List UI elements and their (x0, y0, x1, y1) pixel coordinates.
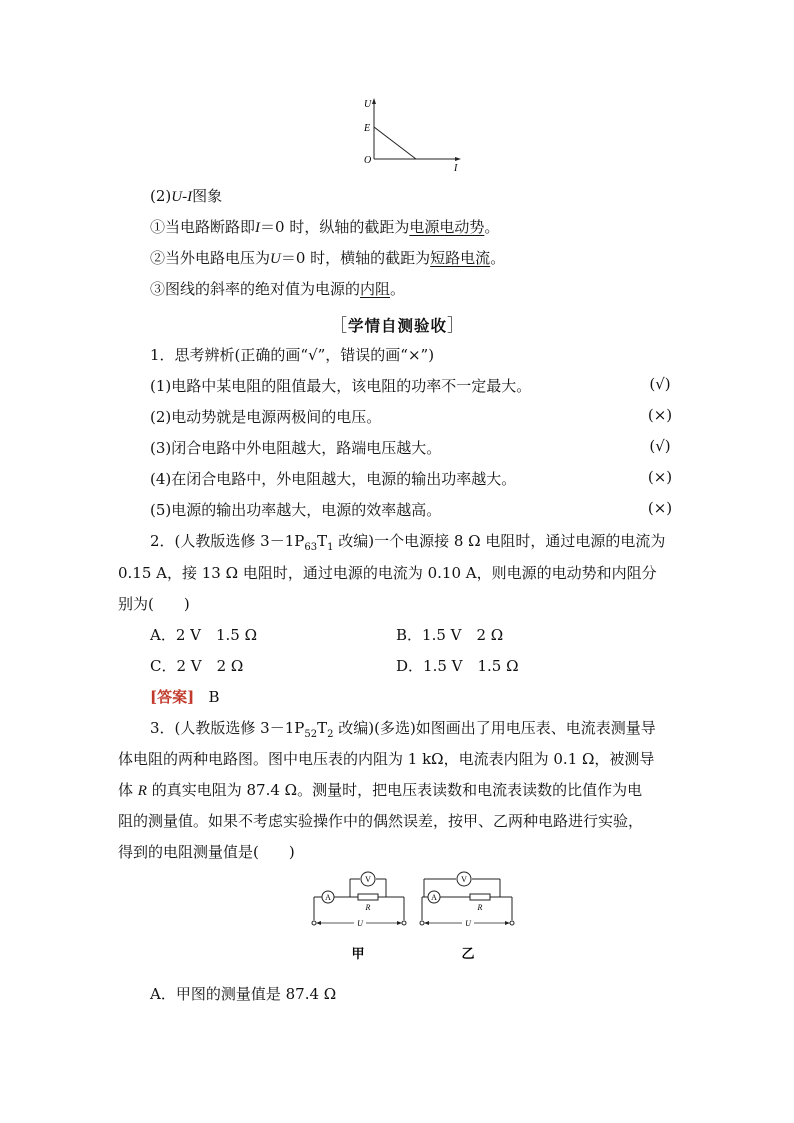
e-intercept-label: E (364, 123, 371, 134)
q2-option-b: B．1.5 V 2 Ω (396, 626, 504, 644)
terminal-icon (420, 921, 424, 925)
var-i: I (255, 220, 261, 236)
terminal-icon (510, 921, 514, 925)
q1-item-3: (3)闭合电路中外电阻越大，路端电压越大。 (150, 439, 442, 457)
bracket-close: ］ (447, 316, 466, 336)
origin-label: O (364, 155, 372, 166)
underlined-term: 电源电动势 (409, 218, 485, 236)
circuit-right (420, 872, 514, 962)
u-i-line (374, 127, 416, 159)
text: 体 (118, 781, 138, 799)
underlined-term: 内阻 (360, 280, 391, 298)
q1-item-2: (2)电动势就是电源两极间的电压。 (150, 408, 382, 426)
ui-point-1 (150, 216, 499, 237)
section-title-text: 学情自测验收 (348, 316, 448, 335)
ui-heading-suffix: 图象 (192, 187, 223, 205)
text: 。 (390, 280, 406, 298)
q1-mark-3: (√) (649, 437, 671, 455)
q3-line-5: 得到的电阻测量值是( ) (118, 843, 295, 861)
text: 2．(人教版选修 3－1P (150, 532, 305, 550)
q1-mark-4: (×) (647, 468, 673, 486)
i-axis-arrow (455, 157, 461, 161)
ui-point-3 (150, 278, 405, 299)
voltmeter-label: V (461, 875, 467, 884)
subscript: 52 (304, 729, 318, 740)
text: 的真实电阻为 87.4 Ω。测量时，把电压表读数和电流表读数的比值作为电 (146, 781, 643, 799)
q3-line-3 (118, 779, 642, 800)
text: 改编)一个电源接 8 Ω 电阻时，通过电源的电流为 (333, 532, 666, 550)
ui-heading (150, 185, 222, 206)
q3-line-4: 阻的测量值。如果不考虑实验操作中的偶然误差，按甲、乙两种电路进行实验， (118, 812, 644, 830)
text: ②当外电路电压为 (150, 249, 271, 267)
voltage-label: U (465, 919, 471, 928)
bracket-open: ［ (330, 316, 348, 336)
u-axis-arrow (372, 98, 376, 104)
i-axis-label: I (454, 163, 458, 174)
underlined-term: 短路电流 (430, 249, 491, 267)
q1-item-4: (4)在闭合电路中，外电阻越大，电源的输出功率越大。 (150, 470, 517, 488)
text: T (317, 719, 328, 737)
answer-value: B (208, 688, 220, 706)
circuit-caption-yi: 乙 (461, 947, 475, 962)
q2-line-1 (150, 530, 665, 553)
subscript: 63 (304, 542, 318, 553)
q1-mark-2: (×) (647, 406, 673, 424)
resistor-icon (358, 894, 378, 900)
var-r: R (137, 783, 147, 799)
ui-heading-prefix: (2) (150, 187, 172, 205)
q2-option-d: D．1.5 V 1.5 Ω (396, 657, 519, 675)
text: ＝0 时，纵轴的截距为 (260, 218, 410, 236)
subscript: 1 (327, 542, 334, 553)
circuit-left (312, 872, 406, 962)
q1-mark-5: (×) (647, 499, 673, 517)
u-i-graph (362, 95, 467, 175)
q1-mark-1: (√) (649, 375, 671, 393)
text: 。 (484, 218, 500, 236)
section-title (330, 311, 465, 336)
terminal-icon (312, 921, 316, 925)
q2-option-c: C．2 V 2 Ω (150, 657, 244, 675)
circuit-caption-jia: 甲 (351, 947, 365, 962)
text: ＝0 时，横轴的截距为 (280, 249, 431, 267)
circuit-diagrams (310, 868, 530, 966)
u-axis-label: U (364, 99, 372, 110)
resistor-label: R (365, 903, 371, 912)
text: ③图线的斜率的绝对值为电源的 (150, 280, 361, 298)
resistor-icon (470, 894, 490, 900)
text: 3．(人教版选修 3－1P (150, 719, 305, 737)
var-u: U (270, 251, 281, 267)
ammeter-label: A (325, 893, 331, 902)
q2-line-3: 别为( ) (118, 595, 190, 613)
q1-item-5: (5)电源的输出功率越大，电源的效率越高。 (150, 501, 442, 519)
q1-intro: 1．思考辨析(正确的画“√”，错误的画“×”) (150, 346, 435, 364)
ui-heading-var: U-I (171, 189, 193, 205)
resistor-label: R (477, 903, 483, 912)
q3-line-2: 体电阻的两种电路图。图中电压表的内阻为 1 kΩ，电流表内阻为 0.1 Ω，被测导 (118, 750, 655, 768)
text: T (317, 532, 328, 550)
ui-point-2 (150, 247, 505, 268)
q2-line-2: 0.15 A，接 13 Ω 电阻时，通过电源的电流为 0.10 A，则电源的电动势和内阻分 (118, 564, 657, 582)
terminal-icon (402, 921, 406, 925)
answer-label: [答案] (150, 688, 195, 706)
text: 。 (490, 249, 506, 267)
text: ①当电路断路即 (150, 218, 256, 236)
voltage-label: U (357, 919, 363, 928)
q2-option-a: A．2 V 1.5 Ω (150, 626, 258, 644)
text: 改编)(多选)如图画出了用电压表、电流表测量导 (333, 719, 656, 737)
voltmeter-label: V (365, 875, 371, 884)
q1-item-1: (1)电路中某电阻的阻值最大，该电阻的功率不一定最大。 (150, 377, 532, 395)
q2-answer (150, 686, 220, 707)
q3-line-1 (150, 717, 656, 740)
subscript: 2 (327, 729, 334, 740)
ammeter-label: A (431, 893, 437, 902)
q3-option-a: A．甲图的测量值是 87.4 Ω (150, 985, 337, 1003)
